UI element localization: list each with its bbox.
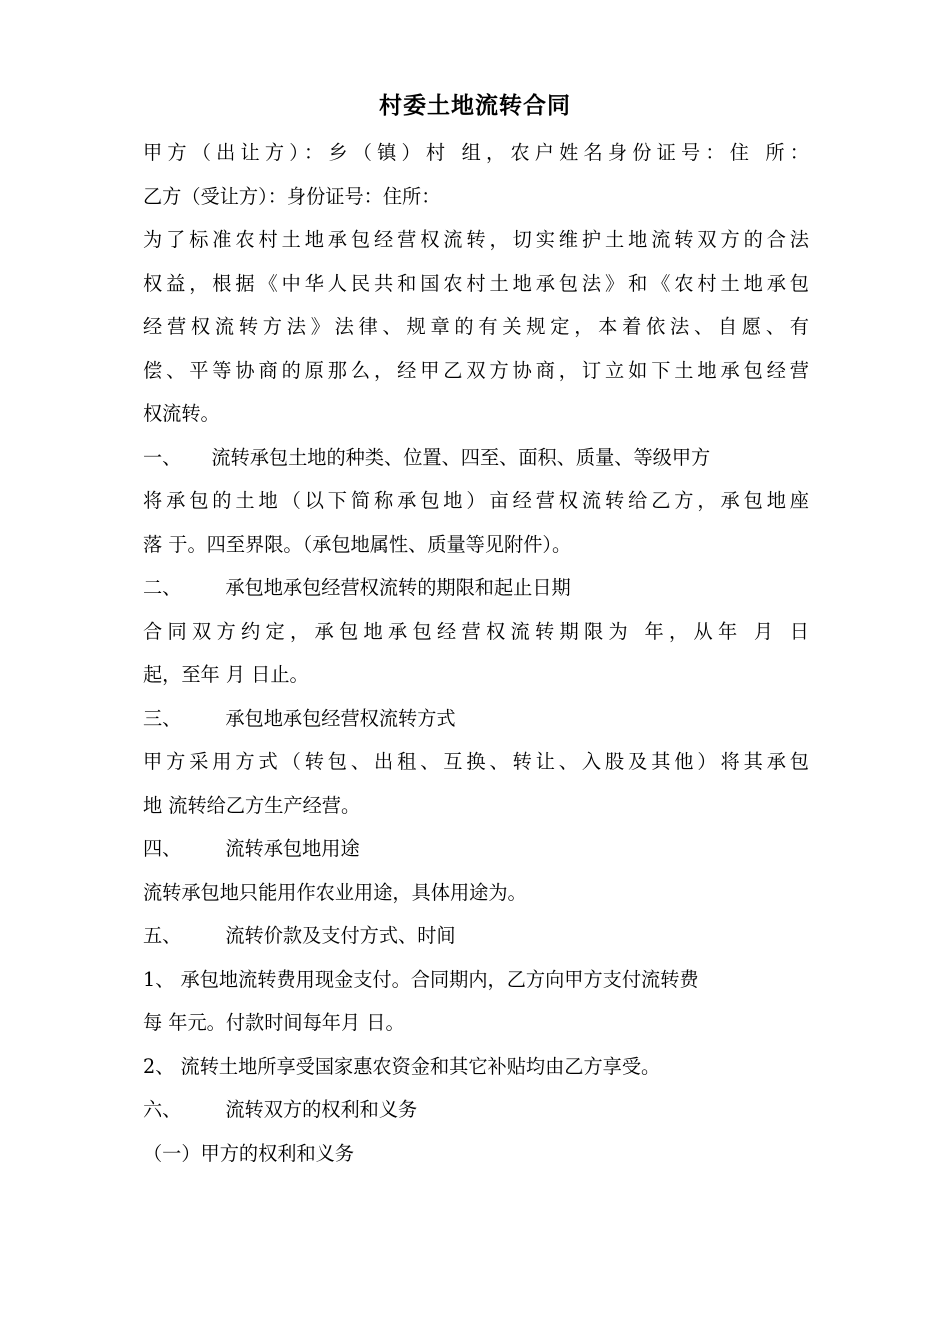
section-5-item-2 <box>143 1045 809 1089</box>
section-5-marker: 五、 <box>143 924 182 947</box>
section-2-line-2: 起，至年 月 日止。 <box>143 663 309 686</box>
section-2-title: 承包地承包经营权流转的期限和起止日期 <box>225 576 571 599</box>
section-5-heading <box>143 914 809 958</box>
section-2-line-1: 合同双方约定，承包地承包经营权流转期限为 年，从年 月 日 <box>143 619 809 643</box>
preamble-line-1: 为了标准农村土地承包经营权流转，切实维护土地流转双方的合法 <box>143 228 809 251</box>
section-2-heading <box>143 566 809 610</box>
item-2-text: 流转土地所享受国家惠农资金和其它补贴均由乙方享受。 <box>180 1054 661 1078</box>
section-4-heading <box>143 827 809 871</box>
section-3-title: 承包地承包经营权流转方式 <box>225 706 456 730</box>
item-1-text: 承包地流转费用现金支付。合同期内，乙方向甲方支付流转费 <box>180 967 699 991</box>
preamble-line-2: 权益，根据《中华人民共和国农村土地承包法》和《农村土地承包 <box>143 271 809 295</box>
section-1-text: 流转承包土地的种类、位置、四至、面积、质量、等级甲方 <box>211 445 711 469</box>
section-4-marker: 四、 <box>143 837 182 860</box>
section-5-title: 流转价款及支付方式、时间 <box>225 924 456 947</box>
item-1-marker: 1、 <box>143 967 175 991</box>
section-6-marker: 六、 <box>143 1098 182 1121</box>
section-4-title: 流转承包地用途 <box>225 837 360 860</box>
section-3-heading <box>143 697 809 741</box>
party-a-line: 甲方（出让方）：乡（镇）村 组，农户姓名身份证号：住 所： <box>143 141 809 164</box>
item-2-marker: 2、 <box>143 1054 175 1078</box>
section-1-line-3: 落 于。四至界限。（承包地属性、质量等见附件）。 <box>143 532 572 556</box>
section-4-line-1: 流转承包地只能用作农业用途，具体用途为。 <box>143 880 527 904</box>
section-6-title: 流转双方的权利和义务 <box>225 1098 418 1121</box>
preamble-line-4: 偿、平等协商的原那么，经甲乙双方协商，订立如下土地承包经营 <box>143 358 809 382</box>
section-5-item-1 <box>143 958 809 1002</box>
section-3-marker: 三、 <box>143 706 182 730</box>
document-title: 村委土地流转合同 <box>379 93 571 119</box>
section-1-marker: 一、 <box>143 445 182 469</box>
section-5-item-1-cont: 每 年元。付款时间每年月 日。 <box>143 1011 405 1034</box>
preamble-line-5: 权流转。 <box>143 402 220 425</box>
preamble-line-3: 经营权流转方法》法律、规章的有关规定，本着依法、自愿、有 <box>143 315 809 338</box>
document-body <box>143 131 809 1175</box>
section-2-marker: 二、 <box>143 576 182 599</box>
subsection-heading: （一）甲方的权利和义务 <box>143 1141 355 1165</box>
section-6-heading <box>143 1088 809 1132</box>
section-3-line-2: 地 流转给乙方生产经营。 <box>143 793 361 817</box>
section-3-line-1: 甲方采用方式（转包、出租、互换、转让、入股及其他）将其承包 <box>143 750 809 773</box>
section-1-heading <box>143 436 809 480</box>
party-b-line: 乙方（受让方）：身份证号：住所： <box>143 184 441 208</box>
section-1-line-2: 将承包的土地（以下简称承包地）亩经营权流转给乙方，承包地座 <box>143 489 809 512</box>
